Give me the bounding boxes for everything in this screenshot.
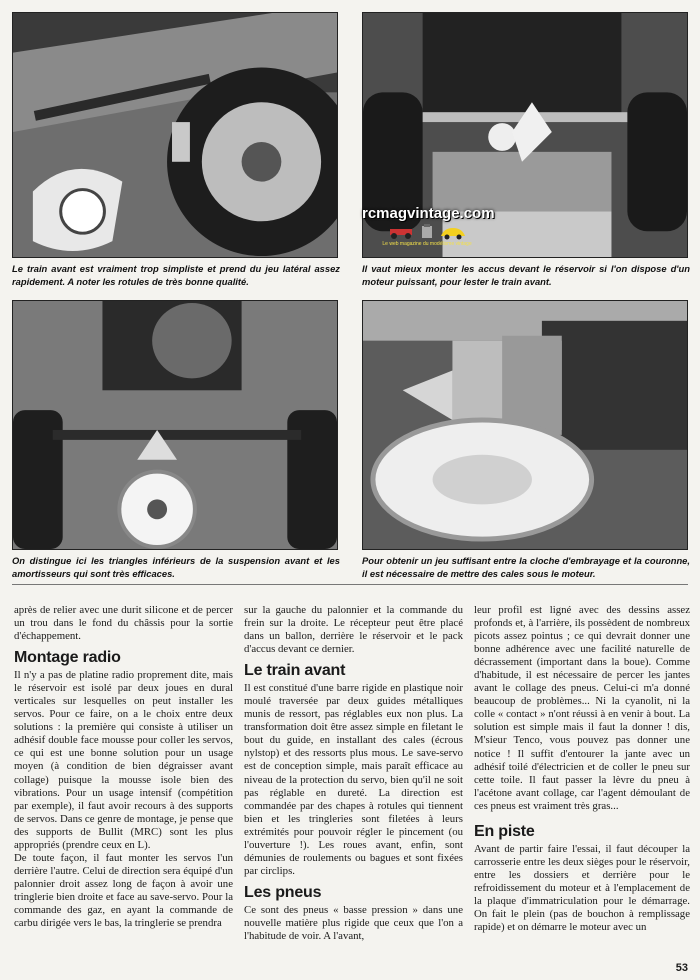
photo-caption-4: Pour obtenir un jeu suffisant entre la cloche d'embrayage et la couronne, il est nécessaire de mettre des cales sous le moteur. <box>362 555 690 579</box>
watermark-subtitle: Le web magazine du modélisme vintage <box>382 241 472 247</box>
paragraph: Ce sont des pneus « basse pression » dans une nouvelle matière plus rigide que ceux que l'on a l'habitude de voir. A l'avant, <box>244 903 463 942</box>
front-suspension-engine-photo <box>12 300 338 550</box>
page-number: 53 <box>675 962 688 974</box>
paragraph: Avant de partir faire l'essai, il faut découper la carrosserie entre les deux sièges pour le réservoir, entre les dossiers et derrière pour le refroidissement du moteur et à l'emplacement de la plaque d'immatriculation pour le démarrage. On fait le plein (pas de bouchon à remplissage rapide) et on démarre le moteur avec un <box>474 842 690 934</box>
section-divider <box>12 584 688 585</box>
watermark-icons <box>362 224 492 240</box>
site-watermark <box>362 205 495 267</box>
photo-caption-1: Le train avant est vraiment trop simpliste et prend du jeu latéral assez rapidement. A noter les rotules de très bonne qualité. <box>12 263 340 287</box>
article-column-1 <box>14 604 233 930</box>
photo-caption-2: Il vaut mieux monter les accus devant le réservoir si l'on dispose d'un moteur puissant, pour lester le train avant. <box>362 263 690 287</box>
clutch-bell-gear-photo <box>362 300 688 550</box>
heading-les-pneus: Les pneus <box>244 883 322 901</box>
paragraph: Il est constitué d'une barre rigide en plastique noir moulé traversée par deux guides métalliques munis de ressort, pas réglables eux non plus. La transformation doit être assez simple en filetant le bout du guide, en installant des cales (écrous nylstop) et des ressorts plus mous. Le save-servo est de conception simple, mais paraît efficace au niveau de la protection du servo, bien qu'il ne soit pas réglable en dureté. La direction est commandée par des chapes à rotules qui tiennent bien et les tringleries sont filetées à leurs extrémités pour pouvoir régler le pincement (ou l'ouverture !). Les roues avant, enfin, sont démunies de roulements ou bagues et sont fixées par circlips. <box>244 682 463 877</box>
car-icon <box>439 224 467 240</box>
paragraph: De toute façon, il faut monter les servos l'un derrière l'autre. Celui de direction sera équipé d'un palonnier droit assez long de façon à avoir une tringlerie bien droite et face au save-servo. Pour la commande des gaz, en ayant la commande de carbu dirigée vers le bas, la tringlerie se prendra <box>14 851 233 930</box>
buggy-icon <box>387 224 415 240</box>
heading-montage-radio: Montage radio <box>14 649 121 667</box>
front-wheel-steering-photo <box>12 12 338 258</box>
paragraph: après de relier avec une durit silicone et de percer un trou dans le fond du châssis pour la sortie d'échappement. <box>14 604 233 643</box>
heading-train-avant: Le train avant <box>244 662 346 680</box>
paragraph: sur la gauche du palonnier et la commande du frein sur la droite. Le récepteur peut être placé dans un ballon, derrière le réservoir et le pack d'accus devant ce dernier. <box>244 604 463 656</box>
paragraph: Il n'y a pas de platine radio proprement dite, mais le réservoir est isolé par deux joues en dural verticales sur lesquelles on peut installer les servos. Pour ce faire, on a le choix entre deux solutions : la première qui consiste à utiliser un adhésif double face mousse pour coller les servos, ce qui est une bonne solution pour un usage moyen (à condition de bien dégraisser avant collage) puisque la mousse isole bien des vibrations. Pour un usage intensif (compétition par exemple), il faut avoir recours à des supports de servos. Dans ce genre de montage, je pense que des supports de Bullit (MRC) sont les plus appropriés (prendre ceux en L). <box>14 669 233 851</box>
engine-icon <box>419 224 435 240</box>
article-column-2 <box>244 604 463 943</box>
article-column-3 <box>474 604 690 934</box>
photo-caption-3: On distingue ici les triangles inférieurs de la suspension avant et les amortisseurs qui sont très efficaces. <box>12 555 340 579</box>
watermark-title: rcmagvintage.com <box>362 205 495 222</box>
paragraph: leur profil est ligné avec des dessins assez profonds et, à l'arrière, ils possèdent de nombreux picots assez pointus ; ce qui devrait donner une bonne adhérence avec une facilité naturelle de décrassement (important dans la boue). Comme d'habitude, il est nécessaire de percer les jantes avant le collage des pneus. Celui-ci m'a donné beaucoup de problèmes... Ni la cyanolit, ni la colle « contact » n'ont réussi à en venir à bout. La solution est simple mais il faut la donner ! dis, M'sieur Tenco, vous pouvez pas donner une notice ! Il suffit d'entourer la jante avec un adhésif toilé d'électricien et de coller le pneu sur cette toile. Il faut passer la lèvre du pneu à l'acétone avant collage, car l'agent démoulant de ces pneus est vraiment très gras... <box>474 604 690 812</box>
heading-en-piste: En piste <box>474 822 535 840</box>
